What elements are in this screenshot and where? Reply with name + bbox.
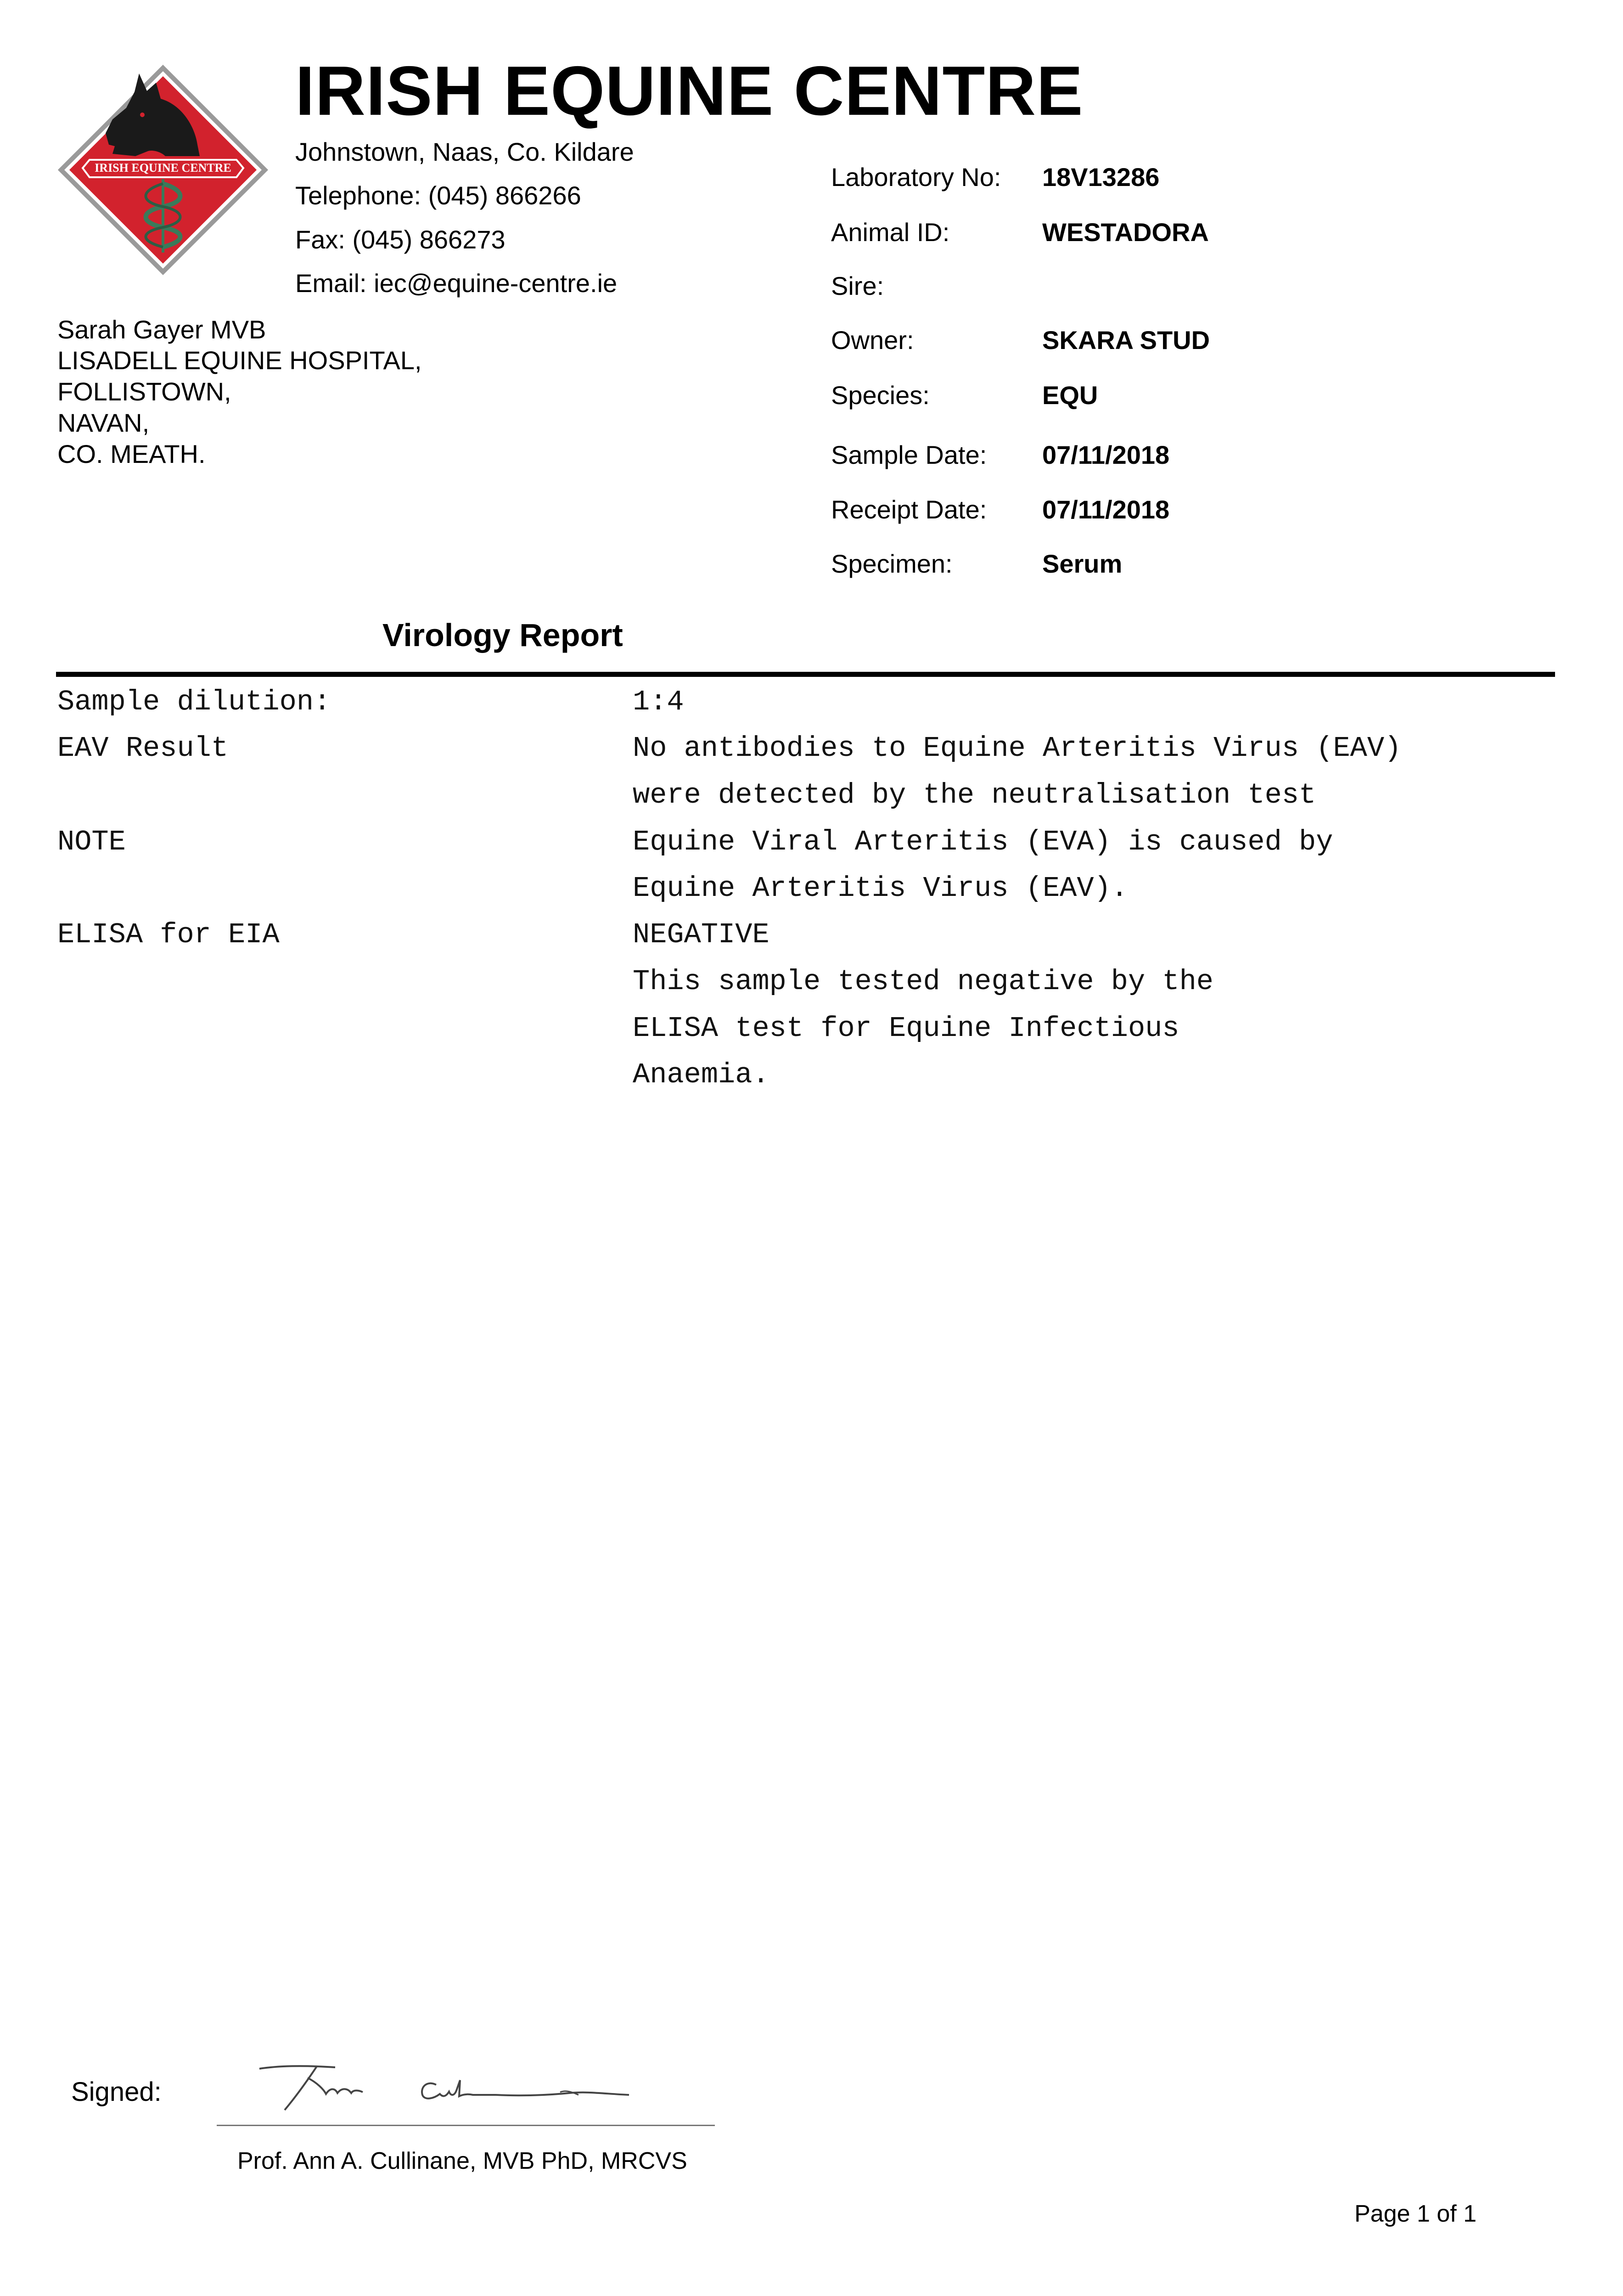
recipient-line: FOLLISTOWN, xyxy=(57,377,231,406)
report-title: Virology Report xyxy=(382,617,623,653)
recipient-line: NAVAN, xyxy=(57,408,150,437)
specimen-value: Serum xyxy=(1042,549,1123,578)
owner-label: Owner: xyxy=(831,326,914,355)
species-label: Species: xyxy=(831,381,930,410)
elisa-eia-line: This sample tested negative by the xyxy=(633,965,1214,998)
organization-telephone: Telephone: (045) 866266 xyxy=(295,181,581,210)
note-line: Equine Arteritis Virus (EAV). xyxy=(633,872,1128,905)
animal-id-label: Animal ID: xyxy=(831,218,950,247)
signed-label: Signed: xyxy=(71,2077,162,2107)
recipient-name: Sarah Gayer MVB xyxy=(57,315,266,344)
elisa-eia-result: NEGATIVE xyxy=(633,918,769,951)
laboratory-no-label: Laboratory No: xyxy=(831,163,1001,191)
sample-date-label: Sample Date: xyxy=(831,440,987,469)
signer-name: Prof. Ann A. Cullinane, MVB PhD, MRCVS xyxy=(237,2148,687,2174)
organization-fax: Fax: (045) 866273 xyxy=(295,225,505,254)
animal-id-value: WESTADORA xyxy=(1042,218,1209,247)
logo-banner-text: IRISH EQUINE CENTRE xyxy=(95,161,231,174)
recipient-line: LISADELL EQUINE HOSPITAL, xyxy=(57,346,422,375)
eav-result-line: No antibodies to Equine Arteritis Virus (EAV) xyxy=(633,732,1402,765)
organization-name: IRISH EQUINE CENTRE xyxy=(295,52,1084,130)
specimen-label: Specimen: xyxy=(831,549,953,578)
receipt-date-value: 07/11/2018 xyxy=(1042,495,1170,524)
organization-address: Johnstown, Naas, Co. Kildare xyxy=(295,137,634,166)
sample-dilution-value: 1:4 xyxy=(633,686,684,718)
laboratory-no-value: 18V13286 xyxy=(1042,163,1160,191)
handwritten-signature xyxy=(239,2053,652,2117)
section-divider xyxy=(56,672,1555,677)
receipt-date-label: Receipt Date: xyxy=(831,495,987,524)
note-line: Equine Viral Arteritis (EVA) is caused by xyxy=(633,826,1333,858)
organization-email[interactable]: Email: iec@equine-centre.ie xyxy=(295,269,618,298)
eav-result-label: EAV Result xyxy=(57,732,229,765)
sample-date-value: 07/11/2018 xyxy=(1042,440,1170,469)
irish-equine-centre-logo xyxy=(57,64,269,276)
sire-label: Sire: xyxy=(831,271,884,300)
species-value: EQU xyxy=(1042,381,1098,410)
eav-result-line: were detected by the neutralisation test xyxy=(633,779,1316,811)
note-label: NOTE xyxy=(57,826,126,858)
elisa-eia-label: ELISA for EIA xyxy=(57,918,280,951)
signature-line xyxy=(217,2125,715,2126)
elisa-eia-line: Anaemia. xyxy=(633,1058,769,1091)
owner-value: SKARA STUD xyxy=(1042,326,1210,355)
sample-dilution-label: Sample dilution: xyxy=(57,686,331,718)
elisa-eia-line: ELISA test for Equine Infectious xyxy=(633,1012,1179,1045)
recipient-line: CO. MEATH. xyxy=(57,439,206,468)
page-number: Page 1 of 1 xyxy=(1354,2200,1477,2227)
